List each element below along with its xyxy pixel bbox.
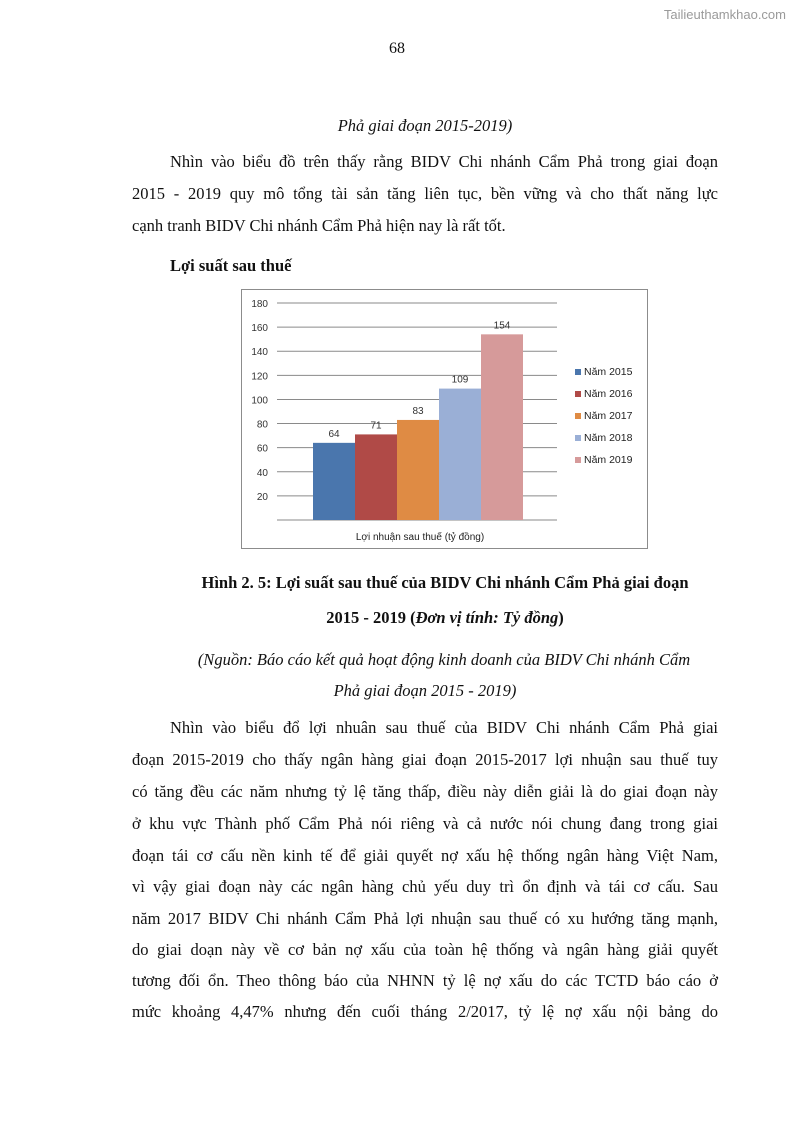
paragraph-line: vì vậy giai đoạn này các ngân hàng chủ yếu duy trì ổn định và tái cơ cấu. Sau bbox=[132, 877, 718, 896]
paragraph-line: tương đối ổn. Theo thông báo của NHNN tỷ lệ nợ xấu do các TCTD báo cáo ở bbox=[132, 971, 718, 990]
legend-label: Năm 2016 bbox=[584, 388, 633, 400]
data-label: 83 bbox=[412, 405, 424, 417]
bar-năm-2019 bbox=[481, 334, 523, 520]
bar-năm-2017 bbox=[397, 420, 439, 520]
legend-swatch bbox=[575, 435, 581, 441]
y-tick-label: 160 bbox=[251, 323, 268, 335]
data-label: 64 bbox=[328, 428, 340, 440]
figure-source-line-1: (Nguồn: Báo cáo kết quả hoạt động kinh doanh của BIDV Chi nhánh Cẩm bbox=[197, 650, 691, 669]
paragraph-line: có tăng đều các năm nhưng tỷ lệ tăng thấp, điều này diễn giải là do giai đoạn này bbox=[132, 782, 718, 801]
previous-figure-source-tail: Phả giai đoạn 2015-2019) bbox=[337, 116, 513, 135]
legend-swatch bbox=[575, 369, 581, 375]
data-label: 71 bbox=[370, 420, 382, 432]
legend-swatch bbox=[575, 413, 581, 419]
paragraph-line: Nhìn vào biểu đồ trên thấy rằng BIDV Chi nhánh Cẩm Phả trong giai đoạn bbox=[170, 152, 718, 171]
y-tick-label: 180 bbox=[251, 299, 268, 310]
paragraph-line: năm 2017 BIDV Chi nhánh Cẩm Phả lợi nhuận sau thuế có xu hướng tăng mạnh, bbox=[132, 909, 718, 928]
legend-label: Năm 2015 bbox=[584, 366, 633, 378]
paragraph-line: 2015 - 2019 quy mô tổng tài sản tăng liên tục, bền vững và cho thất năng lực bbox=[132, 184, 718, 203]
caption-year-range: 2015 - 2019 ( bbox=[326, 608, 416, 627]
paragraph-line: đoạn tái cơ cấu nền kinh tế để giải quyết nợ xấu hệ thống ngân hàng Việt Nam, bbox=[132, 846, 718, 865]
bar-năm-2018 bbox=[439, 389, 481, 520]
figure-caption: Hình 2. 5: Lợi suất sau thuế của BIDV Chi nhánh Cẩm Phả giai đoạn bbox=[201, 573, 689, 592]
y-tick-label: 140 bbox=[251, 347, 268, 359]
paragraph-line: do giai doạn này về cơ bản nợ xấu của toàn hệ thống và ngân hàng giải quyết bbox=[132, 940, 718, 959]
bar-năm-2015 bbox=[313, 443, 355, 520]
caption-close: ) bbox=[558, 608, 564, 627]
figure-source-line-2: Phả giai đoạn 2015 - 2019) bbox=[333, 681, 517, 700]
y-tick-label: 20 bbox=[256, 491, 268, 503]
page-number: 68 bbox=[389, 40, 405, 57]
paragraph-line: mức khoảng 4,47% nhưng đến cuối tháng 2/2017, tỷ lệ nợ xấu nội bảng do bbox=[132, 1002, 718, 1021]
legend-label: Năm 2018 bbox=[584, 432, 633, 444]
watermark: Tailieuthamkhao.com bbox=[663, 7, 786, 22]
y-tick-label: 80 bbox=[256, 419, 268, 431]
legend-label: Năm 2019 bbox=[584, 454, 633, 466]
paragraph-line: Nhìn vào biểu đổ lợi nhuân sau thuế của BIDV Chi nhánh Cẩm Phả giai bbox=[170, 718, 718, 737]
data-label: 154 bbox=[493, 320, 511, 332]
y-tick-label: 60 bbox=[256, 443, 268, 455]
caption-unit: Đơn vị tính: Tỷ đồng bbox=[415, 608, 559, 627]
figure-caption-line-2 bbox=[0, 608, 794, 628]
profit-chart bbox=[241, 289, 648, 549]
paragraph-line: cạnh tranh BIDV Chi nhánh Cẩm Phả hiện nay là rất tốt. bbox=[132, 216, 506, 235]
section-heading: Lợi suất sau thuế bbox=[170, 256, 292, 275]
y-tick-label: 40 bbox=[256, 467, 268, 479]
y-tick-label: 120 bbox=[251, 371, 268, 383]
legend-swatch bbox=[575, 391, 581, 397]
x-axis-label: Lợi nhuận sau thuế (tỷ đồng) bbox=[355, 532, 485, 543]
bar-năm-2016 bbox=[355, 434, 397, 520]
legend-label: Năm 2017 bbox=[584, 410, 633, 422]
paragraph-line: ở khu vực Thành phố Cẩm Phả nói riêng và cả nước nói chung đang trong giai bbox=[132, 814, 718, 833]
data-label: 109 bbox=[451, 374, 469, 386]
paragraph-line: đoạn 2015-2019 cho thấy ngân hàng giai đoạn 2015-2017 lợi nhuận sau thuế tuy bbox=[132, 750, 718, 769]
y-tick-label: 100 bbox=[251, 395, 268, 407]
chart-svg bbox=[242, 290, 647, 548]
legend-swatch bbox=[575, 457, 581, 463]
